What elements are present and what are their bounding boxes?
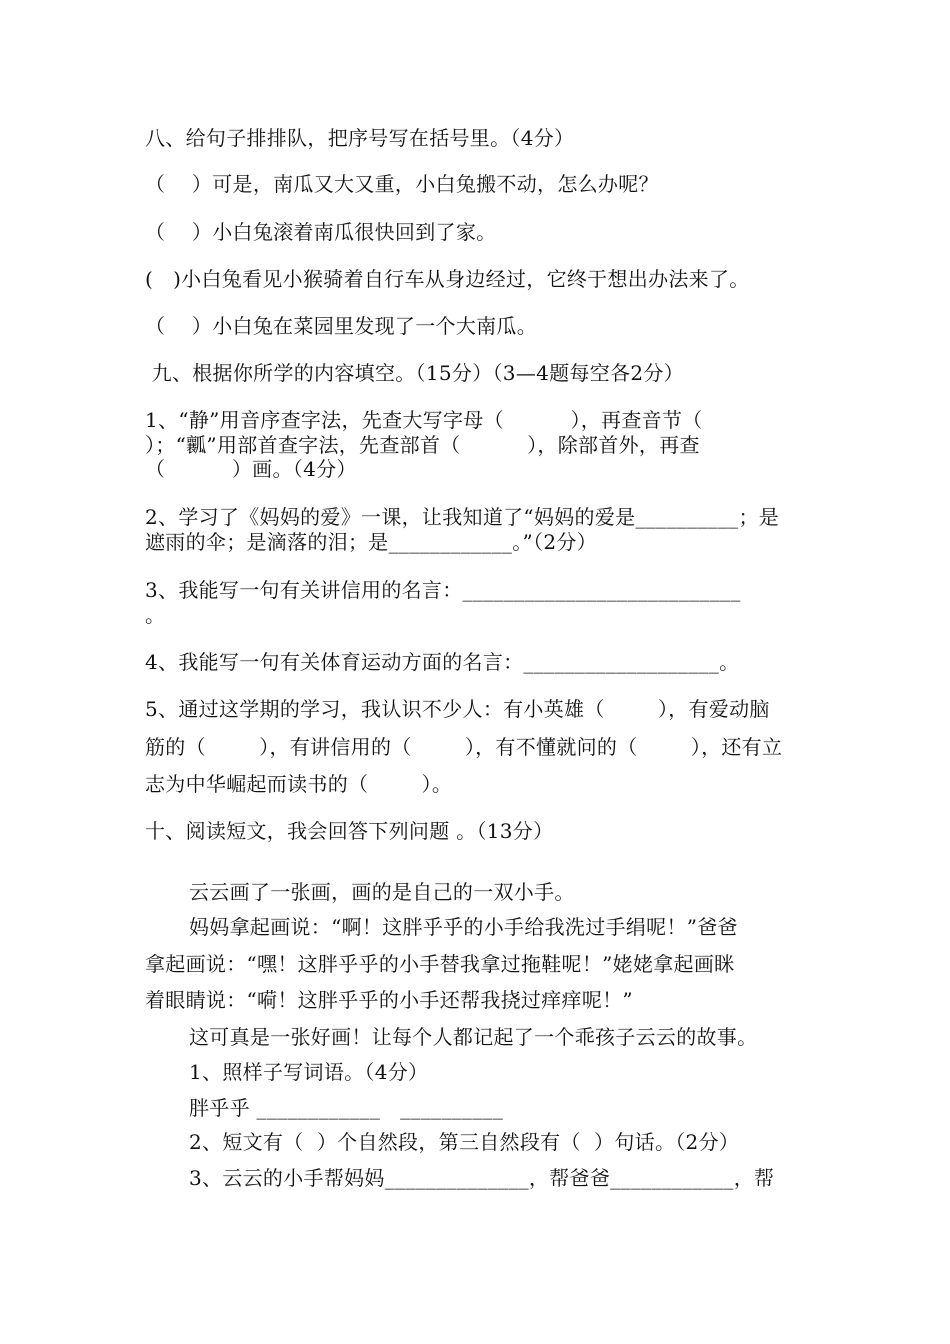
question-1-line-1: 1、“静”用音序查字法，先查大写字母（ ），再查音节（ (145, 408, 703, 432)
reading-question-2: 2、短文有（ ）个自然段，第三自然段有（ ）句话。（2分） (189, 1130, 740, 1154)
question-3-line-2: 。 (145, 603, 166, 627)
section-10-title: 十、阅读短文，我会回答下列问题 。（13分） (145, 819, 554, 843)
sentence-item-1: （ ）可是，南瓜又大又重，小白兔搬不动，怎么办呢？ (145, 172, 659, 196)
question-2-line-2: 遮雨的伞；是滴落的泪；是____________。”（2分） (145, 530, 597, 554)
passage-line-2: 妈妈拿起画说：“啊！这胖乎乎的小手给我洗过手绢呢！”爸爸 (189, 915, 738, 939)
sentence-item-4: （ ）小白兔在菜园里发现了一个大南瓜。 (145, 314, 538, 338)
question-1-line-2: ）；“瓤”用部首查字法，先查部首（ ），除部首外，再查 (145, 433, 700, 457)
question-3-line-1: 3、我能写一句有关讲信用的名言：___________________________ (145, 578, 741, 602)
passage-line-1: 云云画了一张画，画的是自己的一双小手。 (189, 880, 575, 904)
reading-question-3: 3、云云的小手帮妈妈______________，帮爸爸____________，帮 (189, 1166, 775, 1190)
question-5-line-1: 5、通过这学期的学习，我认识不少人：有小英雄（ ），有爱动脑 (145, 697, 770, 721)
passage-line-3: 拿起画说：“嘿！这胖乎乎的小手替我拿过拖鞋呢！”姥姥拿起画眯 (145, 952, 735, 976)
question-4: 4、我能写一句有关体育运动方面的名言：___________________。 (145, 650, 740, 674)
reading-question-1: 1、照样子写词语。（4分） (189, 1060, 429, 1084)
section-8-title: 八、给句子排排队，把序号写在括号里。（4分） (145, 126, 575, 150)
passage-line-5: 这可真是一张好画！让每个人都记起了一个乖孩子云云的故事。 (189, 1025, 758, 1049)
sentence-item-2: （ ）小白兔滚着南瓜很快回到了家。 (145, 220, 497, 244)
question-1-line-3: （ ）画。（4分） (145, 457, 357, 481)
question-2-line-1: 2、学习了《妈妈的爱》一课，让我知道了“妈妈的爱是__________；是 (145, 505, 780, 529)
section-9-title: 九、根据你所学的内容填空。（15分）（3—4题每空各2分） (145, 361, 684, 385)
question-5-line-2: 筋的（ ），有讲信用的（ ），有不懂就问的（ ），还有立 (145, 735, 783, 759)
sentence-item-3: ( )小白兔看见小猴骑着自行车从身边经过，它终于想出办法来了。 (145, 267, 750, 291)
reading-question-1-blanks: 胖乎乎 ____________ __________ (189, 1096, 504, 1120)
question-5-line-3: 志为中华崛起而读书的（ ）。 (145, 772, 453, 796)
passage-line-4: 着眼睛说：“嗬！这胖乎乎的小手还帮我挠过痒痒呢！” (145, 988, 633, 1012)
